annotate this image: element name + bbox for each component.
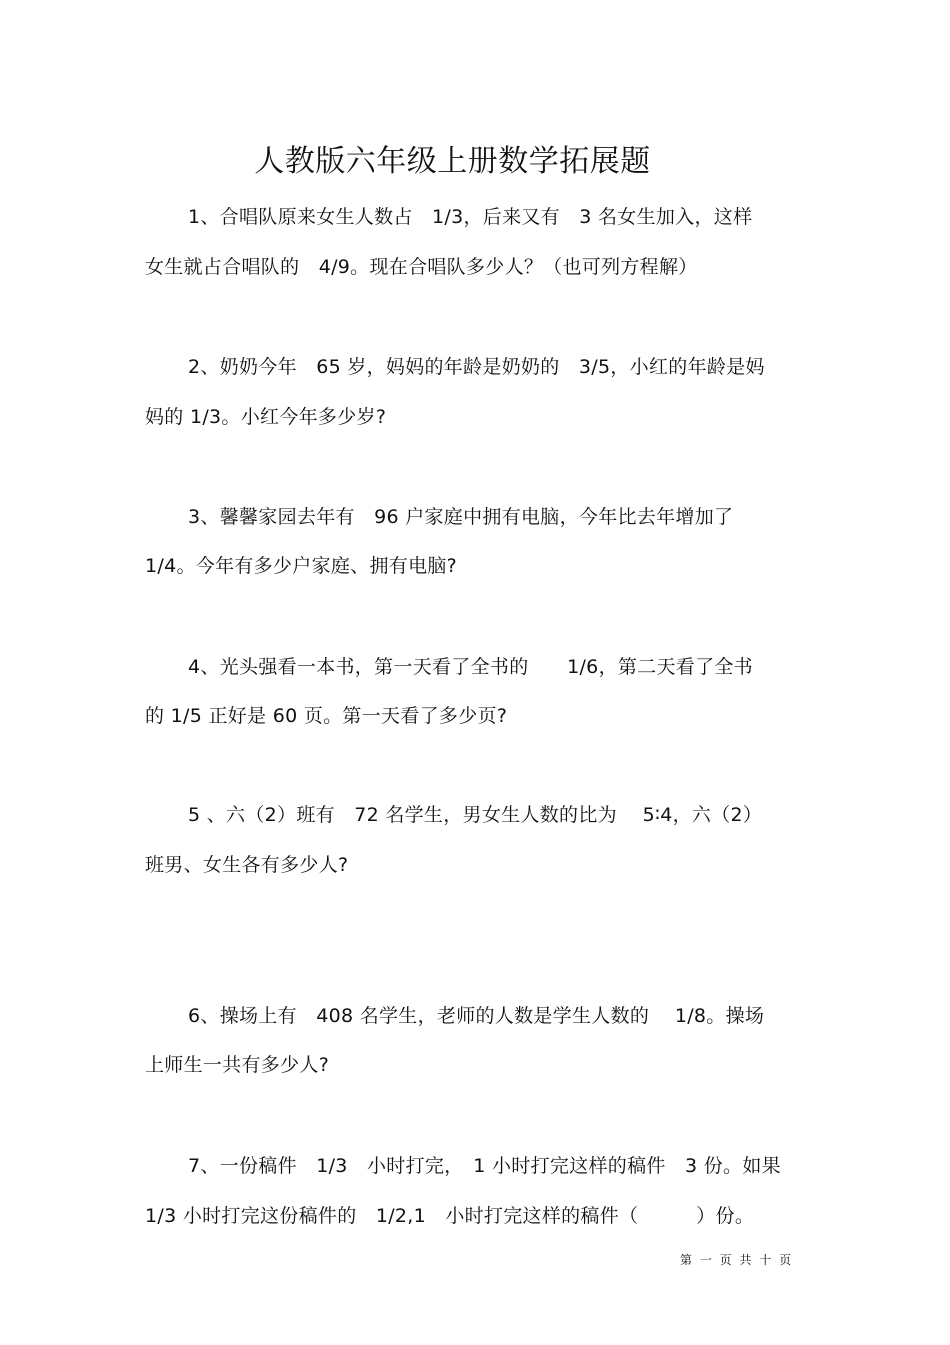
page-footer: 第 一 页 共 十 页 <box>680 1253 794 1267</box>
question-1-line-2: 女生就占合唱队的 4/9。现在合唱队多少人？（也可列方程解） <box>145 256 698 278</box>
question-6-line-2: 上师生一共有多少人? <box>145 1054 330 1076</box>
question-5-line-1: 5 、六（2）班有 72 名学生，男女生人数的比为 5∶4，六（2） <box>188 804 763 826</box>
question-7-line-2: 1/3 小时打完这份稿件的 1/2,1 小时打完这样的稿件（ ）份。 <box>145 1205 755 1227</box>
question-4-line-1: 4、光头强看一本书，第一天看了全书的 1/6，第二天看了全书 <box>188 656 753 678</box>
question-2-line-2: 妈的 1/3。小红今年多少岁? <box>145 406 387 428</box>
question-5-line-2: 班男、女生各有多少人? <box>145 854 349 876</box>
question-1-line-1: 1、合唱队原来女生人数占 1/3，后来又有 3 名女生加入，这样 <box>188 206 753 228</box>
question-4-line-2: 的 1/5 正好是 60 页。第一天看了多少页? <box>145 705 508 727</box>
question-2-line-1: 2、奶奶今年 65 岁，妈妈的年龄是奶奶的 3/5，小红的年龄是妈 <box>188 356 765 378</box>
question-3-line-1: 3、馨馨家园去年有 96 户家庭中拥有电脑，今年比去年增加了 <box>188 506 734 528</box>
question-6-line-1: 6、操场上有 408 名学生，老师的人数是学生人数的 1/8。操场 <box>188 1005 765 1027</box>
page-title: 人教版六年级上册数学拓展题 <box>254 144 651 179</box>
question-3-line-2: 1/4。今年有多少户家庭、拥有电脑? <box>145 555 458 577</box>
question-7-line-1: 7、一份稿件 1/3 小时打完， 1 小时打完这样的稿件 3 份。如果 <box>188 1155 781 1177</box>
